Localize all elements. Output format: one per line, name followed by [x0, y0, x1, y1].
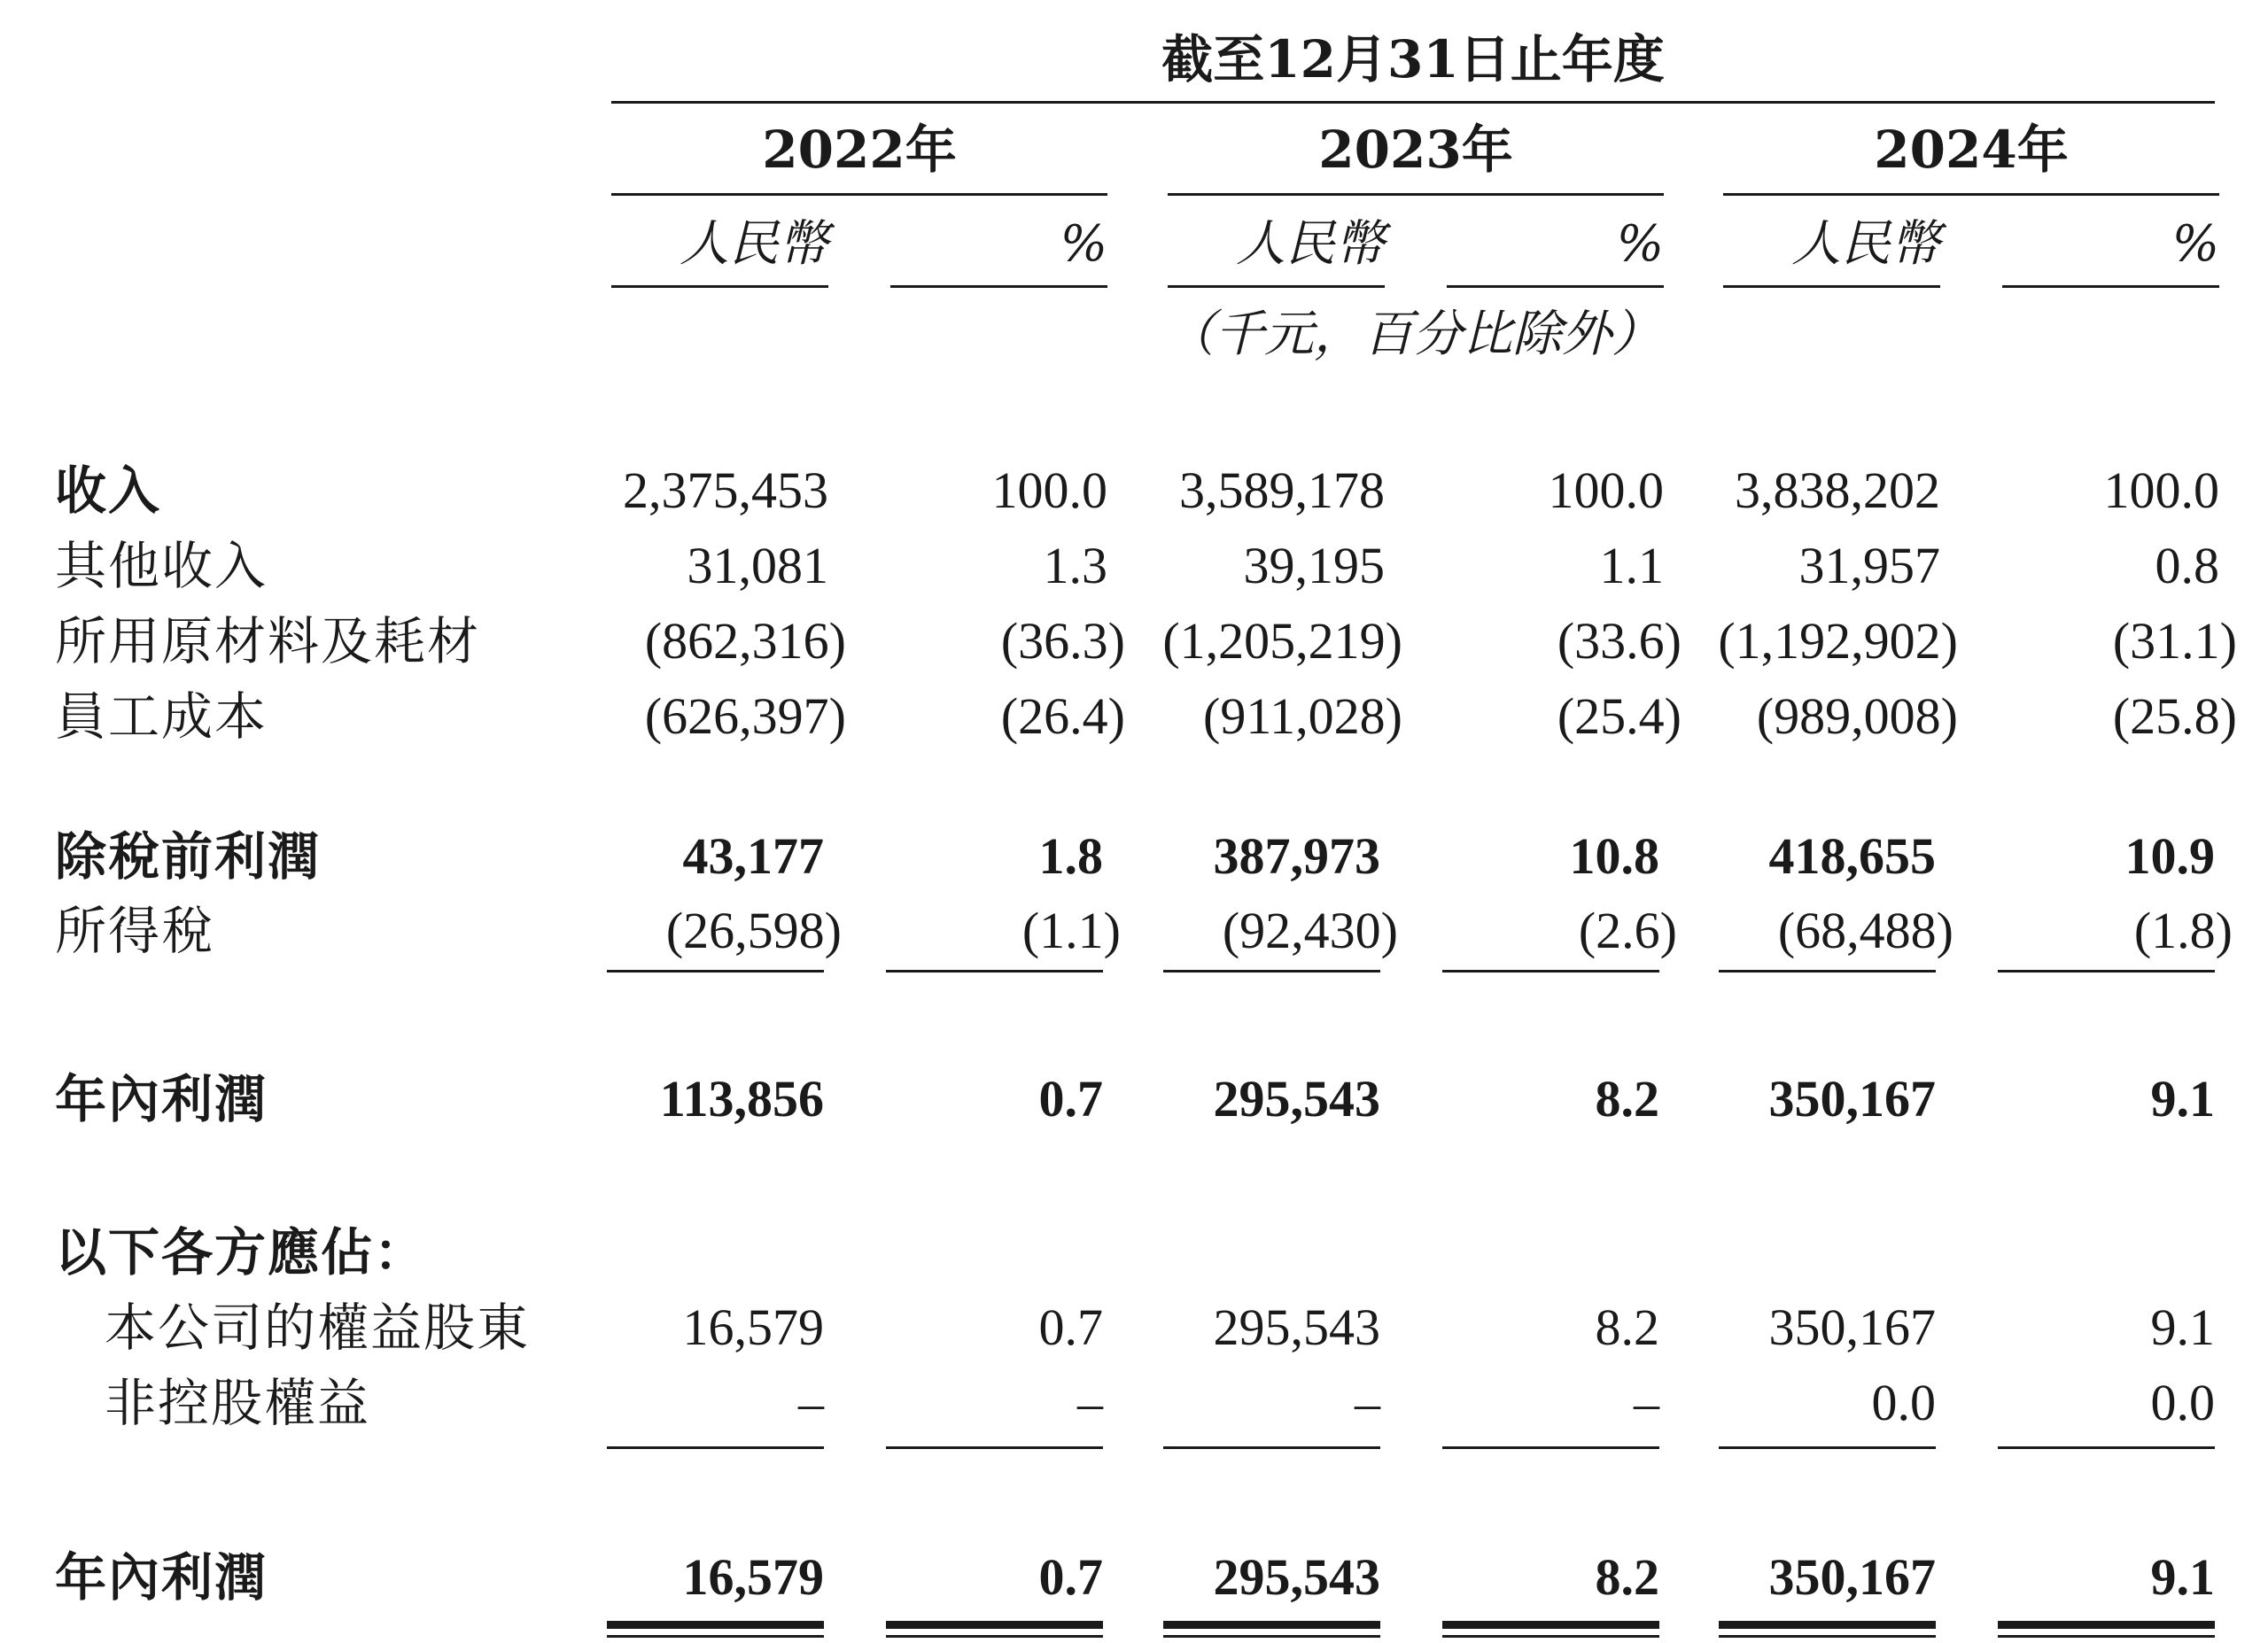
row-label-profit-for-year: 年內利潤 [55, 1069, 268, 1129]
staff-costs-2023-pct: (25.4) [1557, 687, 1682, 745]
double-underline-thick [607, 1621, 824, 1629]
subheader-underline [1168, 285, 1385, 288]
subheader-underline [890, 285, 1107, 288]
row-label-income-tax: 所得稅 [55, 901, 215, 961]
subtotal-line [1998, 1446, 2215, 1449]
profit-for-year-2024-rmb: 350,167 [1768, 1070, 1936, 1128]
year-2024-underline [1723, 193, 2219, 196]
subheader-underline [2002, 285, 2219, 288]
percent-label-2022: % [1060, 215, 1107, 273]
profit-total-2023-pct: 8.2 [1595, 1548, 1659, 1606]
equity-shareholders-2023-pct: 8.2 [1595, 1298, 1659, 1356]
income-tax-2023-pct: (2.6) [1578, 902, 1677, 959]
revenue-2023-pct: 100.0 [1548, 461, 1664, 519]
non-controlling-2023-pct: – [1634, 1374, 1659, 1431]
double-underline-thin [1719, 1635, 1936, 1638]
revenue-2022-rmb: 2,375,453 [623, 461, 828, 519]
raw-materials-2024-rmb: (1,192,902) [1718, 612, 1958, 670]
year-2023-header: 2023年 [1318, 120, 1513, 180]
profit-for-year-2022-rmb: 113,856 [659, 1070, 824, 1128]
double-underline-thin [607, 1635, 824, 1638]
double-underline-thin [886, 1635, 1103, 1638]
currency-label-2023: 人民幣 [1236, 215, 1385, 273]
double-underline-thick [886, 1621, 1103, 1629]
subtotal-line [1163, 1446, 1380, 1449]
row-label-profit-for-year-total: 年內利潤 [55, 1547, 268, 1608]
subtotal-line [1719, 970, 1936, 973]
profit-total-2024-rmb: 350,167 [1768, 1548, 1936, 1606]
profit-total-2023-rmb: 295,543 [1213, 1548, 1380, 1606]
period-underline [611, 101, 2215, 104]
revenue-2024-rmb: 3,838,202 [1735, 461, 1940, 519]
year-2023-underline [1168, 193, 1664, 196]
profit-for-year-2022-pct: 0.7 [1038, 1070, 1103, 1128]
income-tax-2022-rmb: (26,598) [665, 902, 842, 959]
subtotal-line [607, 1446, 824, 1449]
revenue-2022-pct: 100.0 [991, 461, 1107, 519]
year-2024-header: 2024年 [1874, 120, 2069, 180]
double-underline-thick [1719, 1621, 1936, 1629]
double-underline-thin [1163, 1635, 1380, 1638]
staff-costs-2024-pct: (25.8) [2112, 687, 2237, 745]
subheader-underline [1447, 285, 1664, 288]
staff-costs-2024-rmb: (989,008) [1756, 687, 1958, 745]
row-label-revenue: 收入 [55, 461, 162, 521]
subtotal-line [607, 970, 824, 973]
row-label-equity-shareholders: 本公司的權益股東 [105, 1298, 531, 1358]
row-label-raw-materials: 所用原材料及耗材 [55, 611, 481, 671]
equity-shareholders-2024-rmb: 350,167 [1768, 1298, 1936, 1356]
profit-for-year-2024-pct: 9.1 [2150, 1070, 2215, 1128]
unit-note: （千元，百分比除外） [1165, 306, 1661, 363]
non-controlling-2022-rmb: – [798, 1374, 824, 1431]
row-label-non-controlling-interests: 非控股權益 [105, 1373, 371, 1433]
revenue-2024-pct: 100.0 [2103, 461, 2219, 519]
profit-before-tax-2024-rmb: 418,655 [1768, 827, 1936, 885]
currency-label-2024: 人民幣 [1791, 215, 1940, 273]
double-underline-thick [1163, 1621, 1380, 1629]
other-income-2024-rmb: 31,957 [1798, 537, 1940, 594]
income-tax-2024-rmb: (68,488) [1777, 902, 1953, 959]
raw-materials-2024-pct: (31.1) [2112, 612, 2237, 670]
equity-shareholders-2024-pct: 9.1 [2150, 1298, 2215, 1356]
percent-label-2024: % [2171, 215, 2219, 273]
raw-materials-2022-pct: (36.3) [1000, 612, 1125, 670]
subheader-underline [1723, 285, 1940, 288]
profit-before-tax-2023-rmb: 387,973 [1213, 827, 1380, 885]
row-label-other-income: 其他收入 [55, 536, 268, 596]
profit-before-tax-2024-pct: 10.9 [2124, 827, 2215, 885]
profit-for-year-2023-pct: 8.2 [1595, 1070, 1659, 1128]
row-label-staff-costs: 員工成本 [55, 686, 268, 747]
subtotal-line [1442, 970, 1659, 973]
row-label-profit-before-tax: 除稅前利潤 [55, 826, 322, 887]
subtotal-line [1163, 970, 1380, 973]
equity-shareholders-2022-rmb: 16,579 [682, 1298, 824, 1356]
staff-costs-2022-pct: (26.4) [1000, 687, 1125, 745]
year-2022-header: 2022年 [762, 120, 957, 180]
non-controlling-2024-pct: 0.0 [2150, 1374, 2215, 1431]
currency-label-2022: 人民幣 [680, 215, 828, 273]
profit-before-tax-2023-pct: 10.8 [1569, 827, 1659, 885]
profit-total-2022-rmb: 16,579 [682, 1548, 824, 1606]
income-tax-2024-pct: (1.8) [2133, 902, 2233, 959]
other-income-2022-pct: 1.3 [1043, 537, 1107, 594]
row-label-attributable-to: 以下各方應佔： [55, 1222, 428, 1283]
subheader-underline [611, 285, 828, 288]
non-controlling-2024-rmb: 0.0 [1871, 1374, 1936, 1431]
year-2022-underline [611, 193, 1107, 196]
double-underline-thin [1442, 1635, 1659, 1638]
staff-costs-2023-rmb: (911,028) [1203, 687, 1402, 745]
profit-before-tax-2022-rmb: 43,177 [682, 827, 824, 885]
revenue-2023-rmb: 3,589,178 [1179, 461, 1385, 519]
staff-costs-2022-rmb: (626,397) [644, 687, 846, 745]
raw-materials-2023-rmb: (1,205,219) [1162, 612, 1402, 670]
profit-before-tax-2022-pct: 1.8 [1038, 827, 1103, 885]
equity-shareholders-2023-rmb: 295,543 [1213, 1298, 1380, 1356]
other-income-2022-rmb: 31,081 [687, 537, 828, 594]
other-income-2023-pct: 1.1 [1599, 537, 1664, 594]
non-controlling-2022-pct: – [1077, 1374, 1103, 1431]
income-tax-2022-pct: (1.1) [1021, 902, 1121, 959]
subtotal-line [886, 970, 1103, 973]
double-underline-thin [1998, 1635, 2215, 1638]
subtotal-line [1719, 1446, 1936, 1449]
raw-materials-2022-rmb: (862,316) [644, 612, 846, 670]
double-underline-thick [1998, 1621, 2215, 1629]
non-controlling-2023-rmb: – [1355, 1374, 1380, 1431]
raw-materials-2023-pct: (33.6) [1557, 612, 1682, 670]
subtotal-line [886, 1446, 1103, 1449]
period-header: 截至12月31日止年度 [1161, 29, 1665, 89]
profit-for-year-2023-rmb: 295,543 [1213, 1070, 1380, 1128]
income-tax-2023-rmb: (92,430) [1222, 902, 1398, 959]
profit-total-2024-pct: 9.1 [2150, 1548, 2215, 1606]
percent-label-2023: % [1616, 215, 1664, 273]
double-underline-thick [1442, 1621, 1659, 1629]
subtotal-line [1442, 1446, 1659, 1449]
profit-total-2022-pct: 0.7 [1038, 1548, 1103, 1606]
other-income-2024-pct: 0.8 [2155, 537, 2219, 594]
subtotal-line [1998, 970, 2215, 973]
other-income-2023-rmb: 39,195 [1243, 537, 1385, 594]
equity-shareholders-2022-pct: 0.7 [1038, 1298, 1103, 1356]
